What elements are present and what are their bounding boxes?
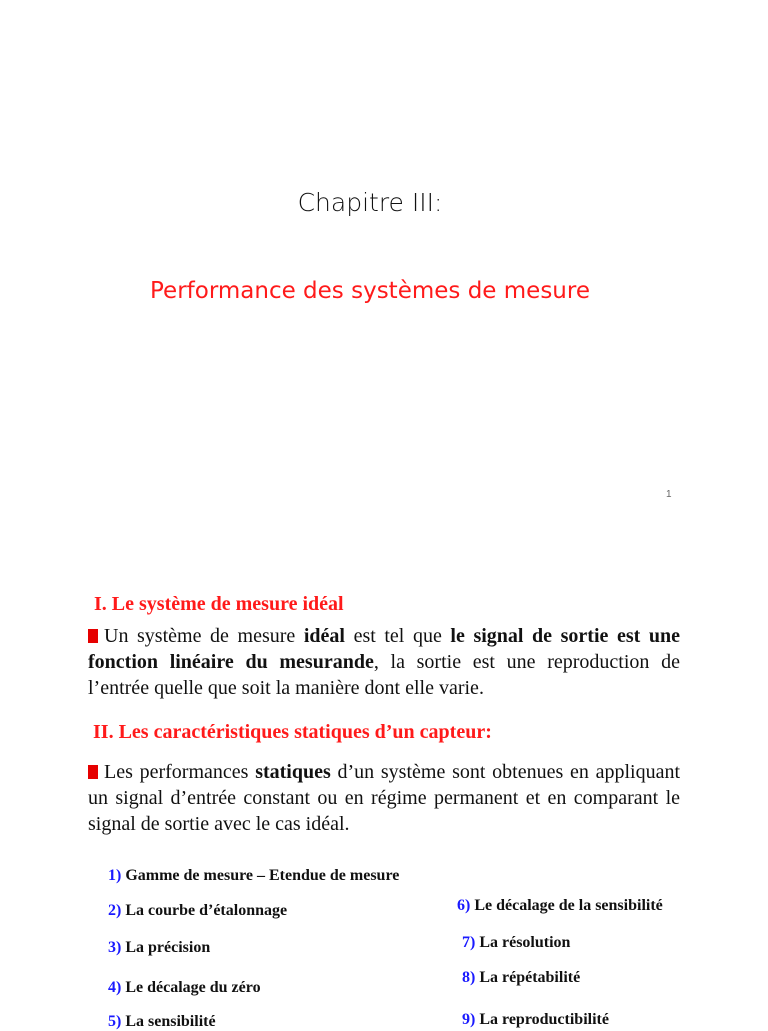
section1-text-1: Un système de mesure (104, 625, 304, 647)
section1-text-3: , la sortie est une reproduction de l’entrée quelle que soit la manière dont elle varie. (88, 651, 680, 699)
red-bullet-icon (88, 629, 98, 643)
item-number: 6) (457, 897, 471, 914)
item-label: La courbe d’étalonnage (125, 902, 288, 919)
list-item (462, 969, 580, 987)
section2-bold-1: statiques (255, 761, 331, 783)
section1-text-2: est tel que (344, 625, 451, 647)
item-label: Gamme de mesure – Etendue de mesure (125, 867, 400, 884)
item-label: La résolution (479, 934, 571, 951)
item-number: 4) (108, 979, 122, 996)
item-label: Le décalage du zéro (125, 979, 261, 996)
list-item (457, 897, 663, 915)
item-label: Le décalage de la sensibilité (474, 897, 663, 914)
item-label: La reproductibilité (479, 1011, 609, 1028)
section1-heading: I. Le système de mesure idéal (94, 593, 344, 615)
item-number: 9) (462, 1011, 476, 1028)
item-number: 3) (108, 939, 122, 956)
item-number: 7) (462, 934, 476, 951)
page-number: 1 (666, 489, 672, 500)
section2-paragraph (88, 759, 680, 837)
item-label: La précision (125, 939, 211, 956)
section1-bold-1: idéal (303, 625, 345, 647)
section1-paragraph (88, 623, 680, 701)
item-number: 1) (108, 867, 122, 884)
list-item (108, 1013, 216, 1031)
chapter-subtitle: Performance des systèmes de mesure (150, 278, 590, 304)
item-number: 2) (108, 902, 122, 919)
item-number: 8) (462, 969, 476, 986)
list-item (462, 1011, 609, 1029)
item-label: La sensibilité (125, 1013, 216, 1030)
list-item (108, 979, 261, 997)
chapter-title: Chapitre III: (297, 188, 443, 217)
list-item (108, 939, 210, 957)
item-label: La répétabilité (479, 969, 581, 986)
item-number: 5) (108, 1013, 122, 1030)
list-item (108, 867, 399, 885)
section1-bold-2: le signal de sortie est une fonction linéaire du mesurande (88, 625, 680, 673)
section2-text-1: Les performances (104, 761, 256, 783)
list-item (108, 902, 287, 920)
section2-heading: II. Les caractéristiques statiques d’un capteur: (93, 721, 492, 743)
list-item (462, 934, 570, 952)
red-bullet-icon (88, 765, 98, 779)
section2-text-2: d’un système sont obtenues en appliquant un signal d’entrée constant ou en régime permanent et en comparant le signal de sortie avec le cas idéal. (88, 761, 680, 835)
